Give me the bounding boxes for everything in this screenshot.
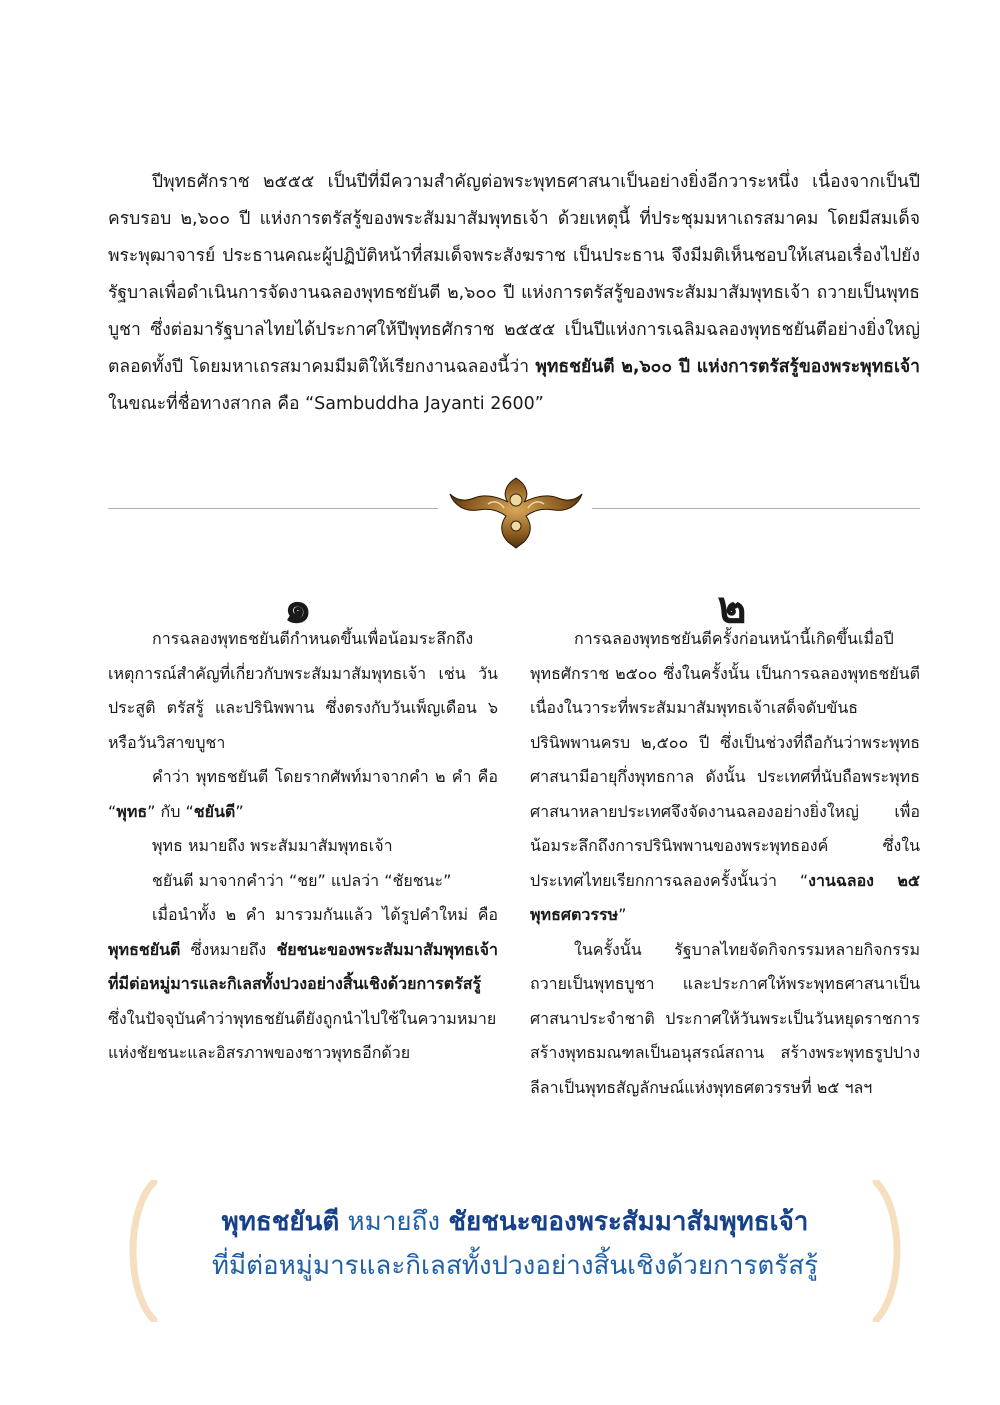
text: ” [235,801,244,821]
intro-paragraph [108,164,920,423]
intro-text-end: ในขณะที่ชื่อทางสากล คือ “Sambuddha Jayanti 2600” [108,394,544,414]
section-1-column [108,622,498,1071]
bold-text: ชยันตี [193,801,236,821]
section-1-paragraph: พุทธ หมายถึง พระสัมมาสัมพุทธเจ้า [152,836,393,855]
text: คำว่า พุทธชยันตี โดยรากศัพท์มาจากคำ ๒ คำ คือ “ [108,767,498,821]
section-1-paragraph [108,760,498,829]
text: การฉลองพุทธชยันตีครั้งก่อนหน้านี้เกิดขึ้นเมื่อปีพุทธศักราช ๒๕๐๐ ซึ่งในครั้งนั้น เป็นการฉลองพุทธชยันตีเนื่องในวาระที่พระสัมมาสัมพุทธเจ้าเสด็จดับขันธปรินิพพานครบ ๒,๕๐๐ ปี ซึ่งเป็นช่วงที่ถือกันว่าพระพุทธศาสนามีอายุกึ่งพุทธกาล ดังนั้น ประเทศที่นับถือพระพุทธศาสนาหลายประเทศจึงจัดงานฉลองอย่างยิ่งใหญ่ เพื่อน้อมระลึกถึงการปรินิพพานของพระพุทธองค์ ซึ่งในประเทศไทยเรียกการฉลองครั้งนั้นว่า “ [530,629,920,890]
text: ซึ่งในปัจจุบันคำว่าพุทธชยันตียังถูกนำไปใช้ในความหมายแห่งชัยชนะและอิสรภาพของชาวพุทธอีกด้วย [108,1008,497,1062]
section-2-paragraph [530,622,920,933]
bold-text: งานฉลอง ๒๕ พุทธศตวรรษ [530,870,920,924]
bold-text: ชัยชนะของพระสัมมาสัมพุทธเจ้าที่มีต่อหมู่มารและกิเลสทั้งปวงอย่างสิ้นเชิงด้วยการตรัสรู้ [108,939,498,993]
divider-line-right [592,508,920,509]
quote-term: พุทธชยันตี [221,1207,340,1237]
right-parenthesis-icon [870,1180,910,1322]
section-1-paragraph [108,898,498,1071]
intro-text: ปีพุทธศักราช ๒๕๕๕ เป็นปีที่มีความสำคัญต่อพระพุทธศาสนาเป็นอย่างยิ่งอีกวาระหนึ่ง เนื่องจากเป็นปีครบรอบ ๒,๖๐๐ ปี แห่งการตรัสรู้ของพระสัมมาสัมพุทธเจ้า ด้วยเหตุนี้ ที่ประชุมมหาเถรสมาคม โดยมีสมเด็จพระพุฒาจารย์ ประธานคณะผู้ปฏิบัติหน้าที่สมเด็จพระสังฆราช เป็นประธาน จึงมีมติเห็นชอบให้เสนอเรื่องไปยังรัฐบาลเพื่อดำเนินการจัดงานฉลองพุทธชยันตี ๒,๖๐๐ ปี แห่งการตรัสรู้ของพระสัมมาสัมพุทธเจ้า ถวายเป็นพุทธบูชา ซึ่งต่อมารัฐบาลไทยได้ประกาศให้ปีพุทธศักราช ๒๕๕๕ เป็นปีแห่งการเฉลิมฉลองพุทธชยันตีอย่างยิ่งใหญ่ตลอดทั้งปี โดยมหาเถรสมาคมมีมติให้เรียกงานฉลองนี้ว่า [108,172,920,377]
celebration-name: พุทธชยันตี ๒,๖๐๐ ปี แห่งการตรัสรู้ของพระพุทธเจ้า [535,357,921,377]
text: ซึ่งหมายถึง [180,939,277,959]
section-1-paragraph: การฉลองพุทธชยันตีกำหนดขึ้นเพื่อน้อมระลึกถึงเหตุการณ์สำคัญที่เกี่ยวกับพระสัมมาสัมพุทธเจ้า เช่น วันประสูติ ตรัสรู้ และปรินิพพาน ซึ่งตรงกับวันเพ็ญเดือน ๖ หรือวันวิสาขบูชา [108,629,498,752]
quote-line-1 [160,1202,870,1242]
quote-meaning: ชัยชนะของพระสัมมาสัมพุทธเจ้า [448,1207,809,1237]
highlight-quote [120,1180,910,1310]
quote-text: หมายถึง [339,1207,449,1237]
text: ” กับ “ [147,801,194,821]
section-number-1: ๑ [284,582,312,633]
quote-line-2: ที่มีต่อหมู่มารและกิเลสทั้งปวงอย่างสิ้นเชิงด้วยการตรัสรู้ [211,1251,819,1281]
section-number-2: ๒ [717,582,747,633]
section-2-column [530,622,920,1105]
divider-line-left [108,508,438,509]
left-parenthesis-icon [120,1180,160,1322]
section-2-paragraph: ในครั้งนั้น รัฐบาลไทยจัดกิจกรรมหลายกิจกรรม ถวายเป็นพุทธบูชา และประกาศให้พระพุทธศาสนาเป็นศาสนาประจำชาติ ประกาศให้วันพระเป็นวันหยุดราชการ สร้างพุทธมณฑลเป็นอนุสรณ์สถาน สร้างพระพุทธรูปปางลีลาเป็นพุทธสัญลักษณ์แห่งพุทธศตวรรษที่ ๒๕ ฯลฯ [530,939,920,1097]
text: เมื่อนำทั้ง ๒ คำ มารวมกันแล้ว ได้รูปคำใหม่ คือ [152,905,498,924]
thai-ornament-icon [448,470,584,550]
bold-text: พุทธ [116,801,148,821]
text: ” [618,905,627,924]
section-1-paragraph: ชยันตี มาจากคำว่า “ชย” แปลว่า “ชัยชนะ” [152,870,452,890]
bold-text: พุทธชยันตี [108,939,181,959]
